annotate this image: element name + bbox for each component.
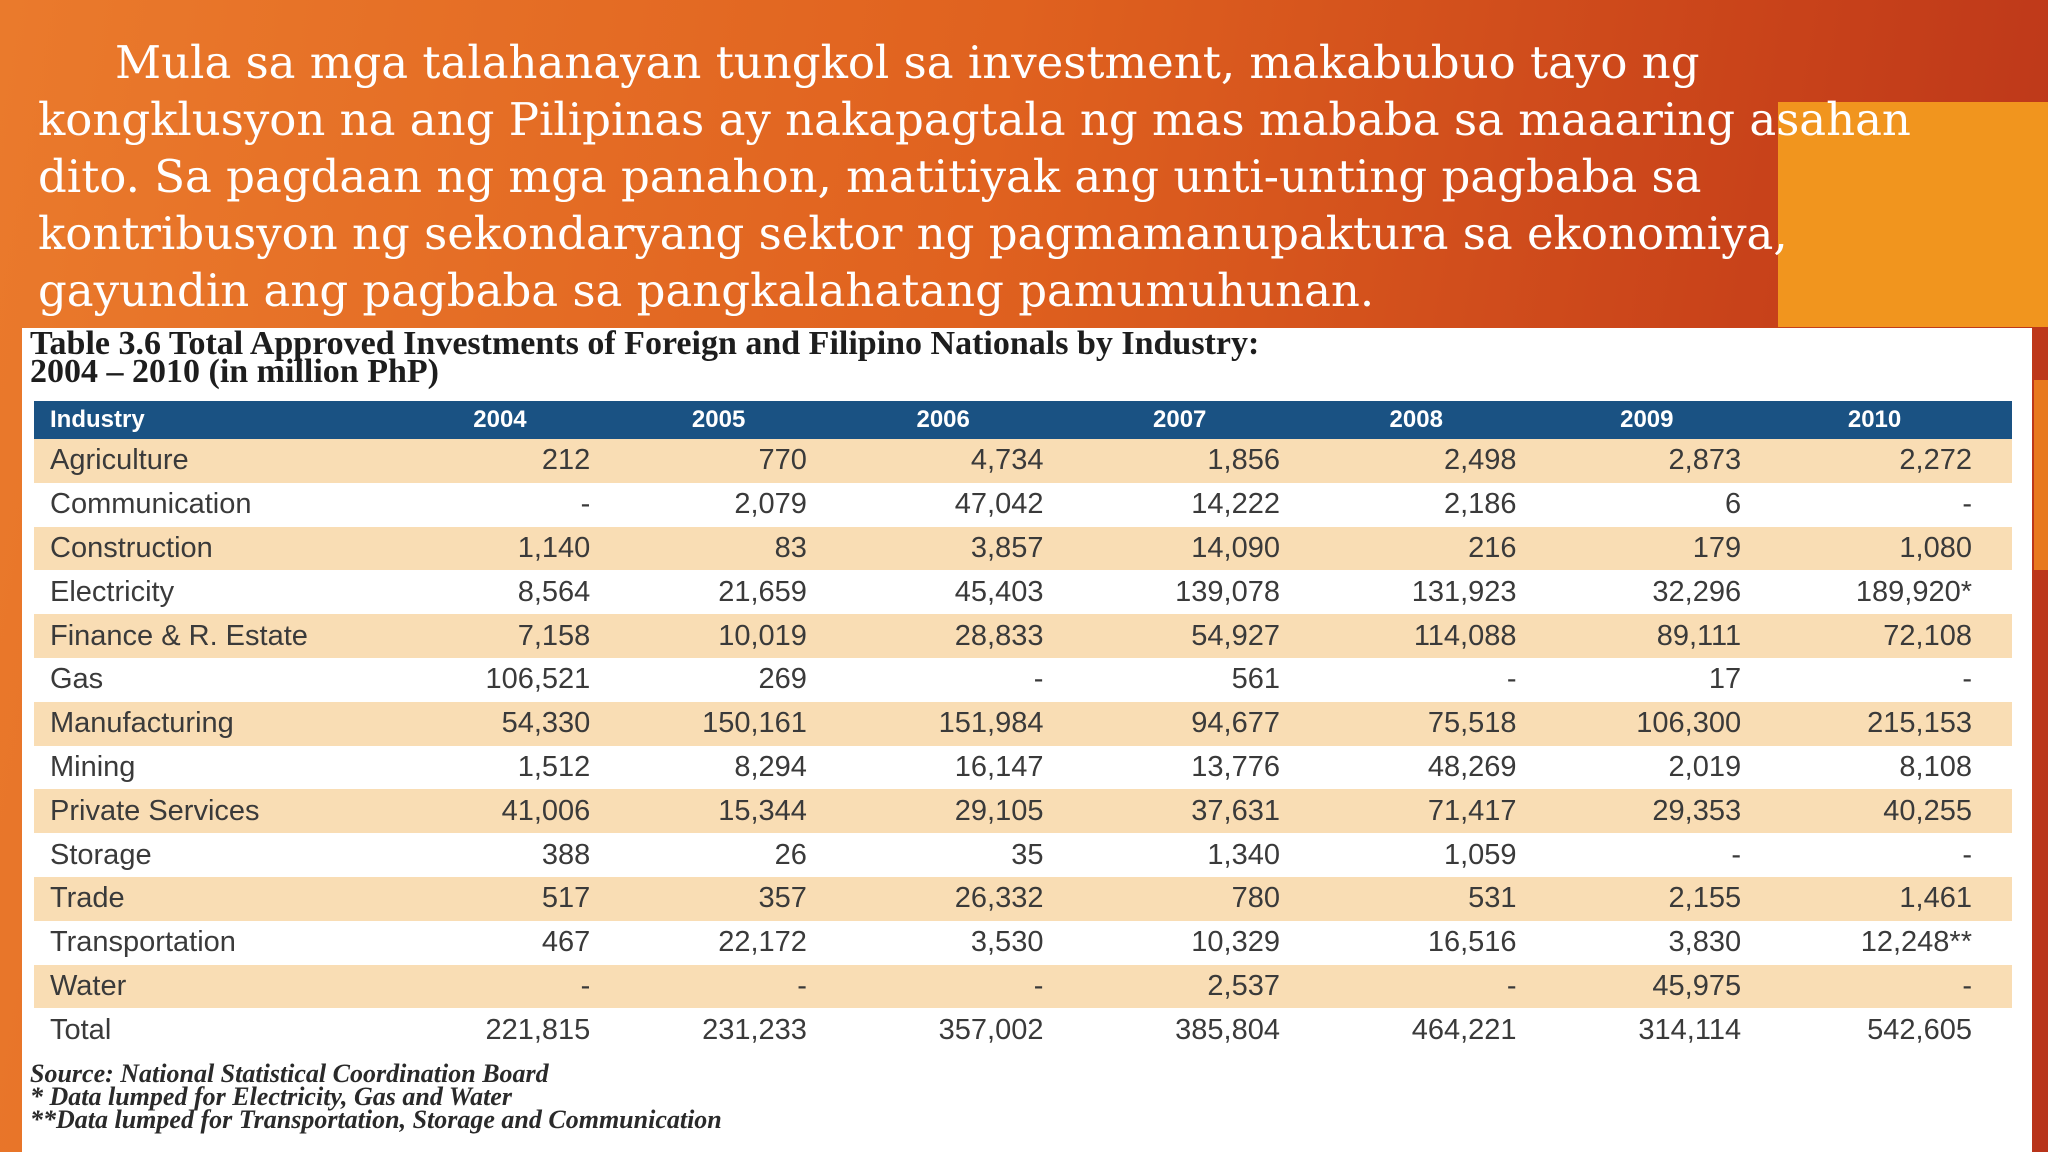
value-cell: 3,830 <box>1545 921 1770 965</box>
table-row <box>34 658 2012 702</box>
value-cell: 2,873 <box>1545 439 1770 483</box>
table-footnotes <box>30 1059 1530 1134</box>
value-cell: 221,815 <box>402 1008 623 1052</box>
value-cell: 467 <box>402 921 623 965</box>
value-cell: 10,019 <box>622 614 835 658</box>
table-row <box>34 570 2012 614</box>
value-cell: - <box>622 965 835 1009</box>
value-cell: 561 <box>1071 658 1308 702</box>
value-cell: 4,734 <box>835 439 1072 483</box>
table-row <box>34 877 2012 921</box>
value-cell: 150,161 <box>622 702 835 746</box>
value-cell: 131,923 <box>1308 570 1545 614</box>
value-cell: 72,108 <box>1769 614 2012 658</box>
table-row <box>34 439 2012 483</box>
table-row <box>34 702 2012 746</box>
header-year: 2005 <box>622 401 835 439</box>
table-row <box>34 527 2012 571</box>
value-cell: - <box>835 658 1072 702</box>
value-cell: 464,221 <box>1308 1008 1545 1052</box>
table-header-row <box>34 401 2012 439</box>
value-cell: 151,984 <box>835 702 1072 746</box>
table-row <box>34 746 2012 790</box>
table-total-row <box>34 1008 2012 1052</box>
value-cell: 71,417 <box>1308 789 1545 833</box>
table-title <box>30 325 1830 390</box>
value-cell: - <box>1308 965 1545 1009</box>
value-cell: - <box>1545 833 1770 877</box>
value-cell: 75,518 <box>1308 702 1545 746</box>
value-cell: 37,631 <box>1071 789 1308 833</box>
industry-cell: Total <box>34 1008 402 1052</box>
header-year: 2008 <box>1308 401 1545 439</box>
industry-cell: Electricity <box>34 570 402 614</box>
value-cell: 139,078 <box>1071 570 1308 614</box>
value-cell: 83 <box>622 527 835 571</box>
industry-cell: Communication <box>34 483 402 527</box>
value-cell: 17 <box>1545 658 1770 702</box>
value-cell: - <box>1769 833 2012 877</box>
header-year: 2009 <box>1545 401 1770 439</box>
value-cell: 2,498 <box>1308 439 1545 483</box>
industry-cell: Private Services <box>34 789 402 833</box>
value-cell: 2,019 <box>1545 746 1770 790</box>
table-title-line-2: 2004 – 2010 (in million PhP) <box>30 353 439 390</box>
value-cell: 94,677 <box>1071 702 1308 746</box>
value-cell: 106,521 <box>402 658 623 702</box>
value-cell: 6 <box>1545 483 1770 527</box>
value-cell: 89,111 <box>1545 614 1770 658</box>
table-note-electricity: * Data lumped for Electricity, Gas and Water <box>30 1082 512 1111</box>
value-cell: 179 <box>1545 527 1770 571</box>
value-cell: 212 <box>402 439 623 483</box>
value-cell: 3,530 <box>835 921 1072 965</box>
industry-cell: Water <box>34 965 402 1009</box>
value-cell: 14,222 <box>1071 483 1308 527</box>
value-cell: - <box>1769 483 2012 527</box>
slide-paragraph <box>38 34 1978 319</box>
value-cell: 29,353 <box>1545 789 1770 833</box>
industry-cell: Construction <box>34 527 402 571</box>
value-cell: 28,833 <box>835 614 1072 658</box>
value-cell: 2,079 <box>622 483 835 527</box>
value-cell: 2,155 <box>1545 877 1770 921</box>
value-cell: 35 <box>835 833 1072 877</box>
value-cell: 14,090 <box>1071 527 1308 571</box>
value-cell: 1,856 <box>1071 439 1308 483</box>
value-cell: 15,344 <box>622 789 835 833</box>
value-cell: - <box>402 965 623 1009</box>
table-row <box>34 833 2012 877</box>
value-cell: 10,329 <box>1071 921 1308 965</box>
value-cell: 2,186 <box>1308 483 1545 527</box>
value-cell: 29,105 <box>835 789 1072 833</box>
industry-cell: Gas <box>34 658 402 702</box>
value-cell: 22,172 <box>622 921 835 965</box>
value-cell: 357 <box>622 877 835 921</box>
value-cell: 215,153 <box>1769 702 2012 746</box>
industry-cell: Manufacturing <box>34 702 402 746</box>
industry-cell: Storage <box>34 833 402 877</box>
value-cell: 54,330 <box>402 702 623 746</box>
value-cell: 388 <box>402 833 623 877</box>
header-year: 2006 <box>835 401 1072 439</box>
value-cell: 517 <box>402 877 623 921</box>
value-cell: 314,114 <box>1545 1008 1770 1052</box>
value-cell: 1,140 <box>402 527 623 571</box>
value-cell: 48,269 <box>1308 746 1545 790</box>
industry-cell: Finance & R. Estate <box>34 614 402 658</box>
value-cell: 8,564 <box>402 570 623 614</box>
value-cell: 26,332 <box>835 877 1072 921</box>
value-cell: 40,255 <box>1769 789 2012 833</box>
value-cell: 7,158 <box>402 614 623 658</box>
value-cell: 1,059 <box>1308 833 1545 877</box>
value-cell: 770 <box>622 439 835 483</box>
value-cell: 106,300 <box>1545 702 1770 746</box>
value-cell: - <box>1769 658 2012 702</box>
value-cell: 216 <box>1308 527 1545 571</box>
value-cell: 1,512 <box>402 746 623 790</box>
value-cell: 47,042 <box>835 483 1072 527</box>
table-row <box>34 483 2012 527</box>
value-cell: 21,659 <box>622 570 835 614</box>
table-row <box>34 965 2012 1009</box>
header-year: 2004 <box>402 401 623 439</box>
table-title-line-1: Table 3.6 Total Approved Investments of Foreign and Filipino Nationals by Industry: <box>30 325 1260 362</box>
value-cell: 12,248** <box>1769 921 2012 965</box>
value-cell: 41,006 <box>402 789 623 833</box>
value-cell: 269 <box>622 658 835 702</box>
value-cell: 2,537 <box>1071 965 1308 1009</box>
table-note-transportation: **Data lumped for Transportation, Storage and Communication <box>30 1105 722 1134</box>
value-cell: 385,804 <box>1071 1008 1308 1052</box>
value-cell: - <box>835 965 1072 1009</box>
value-cell: 1,340 <box>1071 833 1308 877</box>
value-cell: 542,605 <box>1769 1008 2012 1052</box>
value-cell: 16,516 <box>1308 921 1545 965</box>
value-cell: 16,147 <box>835 746 1072 790</box>
value-cell: 32,296 <box>1545 570 1770 614</box>
industry-cell: Trade <box>34 877 402 921</box>
value-cell: - <box>402 483 623 527</box>
decorative-accent-strip <box>2034 380 2048 570</box>
value-cell: 531 <box>1308 877 1545 921</box>
paragraph-text: Mula sa mga talahanayan tungkol sa investment, makabubuo tayo ng kongklusyon na ang Pilipinas ay nakapagtala ng mas mababa sa maaaring asahan dito. Sa pagdaan ng mga panahon, matitiyak ang unti-unting pagbaba sa kontribusyon ng sekondaryang sektor ng pagmamanupaktura sa ekonomiya, gayundin ang pagbaba sa pangkalahatang pamumuhunan. <box>38 36 1911 317</box>
value-cell: 54,927 <box>1071 614 1308 658</box>
table-body <box>34 439 2012 1052</box>
value-cell: - <box>1308 658 1545 702</box>
value-cell: 8,294 <box>622 746 835 790</box>
value-cell: 114,088 <box>1308 614 1545 658</box>
value-cell: 231,233 <box>622 1008 835 1052</box>
value-cell: 2,272 <box>1769 439 2012 483</box>
value-cell: 13,776 <box>1071 746 1308 790</box>
value-cell: 189,920* <box>1769 570 2012 614</box>
header-industry: Industry <box>34 401 402 439</box>
header-year: 2007 <box>1071 401 1308 439</box>
value-cell: 45,403 <box>835 570 1072 614</box>
value-cell: 26 <box>622 833 835 877</box>
value-cell: 780 <box>1071 877 1308 921</box>
value-cell: 45,975 <box>1545 965 1770 1009</box>
header-year: 2010 <box>1769 401 2012 439</box>
table-row <box>34 789 2012 833</box>
table-row <box>34 614 2012 658</box>
table-row <box>34 921 2012 965</box>
value-cell: 357,002 <box>835 1008 1072 1052</box>
industry-cell: Agriculture <box>34 439 402 483</box>
value-cell: 8,108 <box>1769 746 2012 790</box>
table-image <box>22 325 2032 1152</box>
value-cell: 3,857 <box>835 527 1072 571</box>
industry-cell: Transportation <box>34 921 402 965</box>
value-cell: 1,080 <box>1769 527 2012 571</box>
table-source: Source: National Statistical Coordination Board <box>30 1059 549 1088</box>
value-cell: - <box>1769 965 2012 1009</box>
investments-table <box>34 401 2012 1052</box>
value-cell: 1,461 <box>1769 877 2012 921</box>
industry-cell: Mining <box>34 746 402 790</box>
